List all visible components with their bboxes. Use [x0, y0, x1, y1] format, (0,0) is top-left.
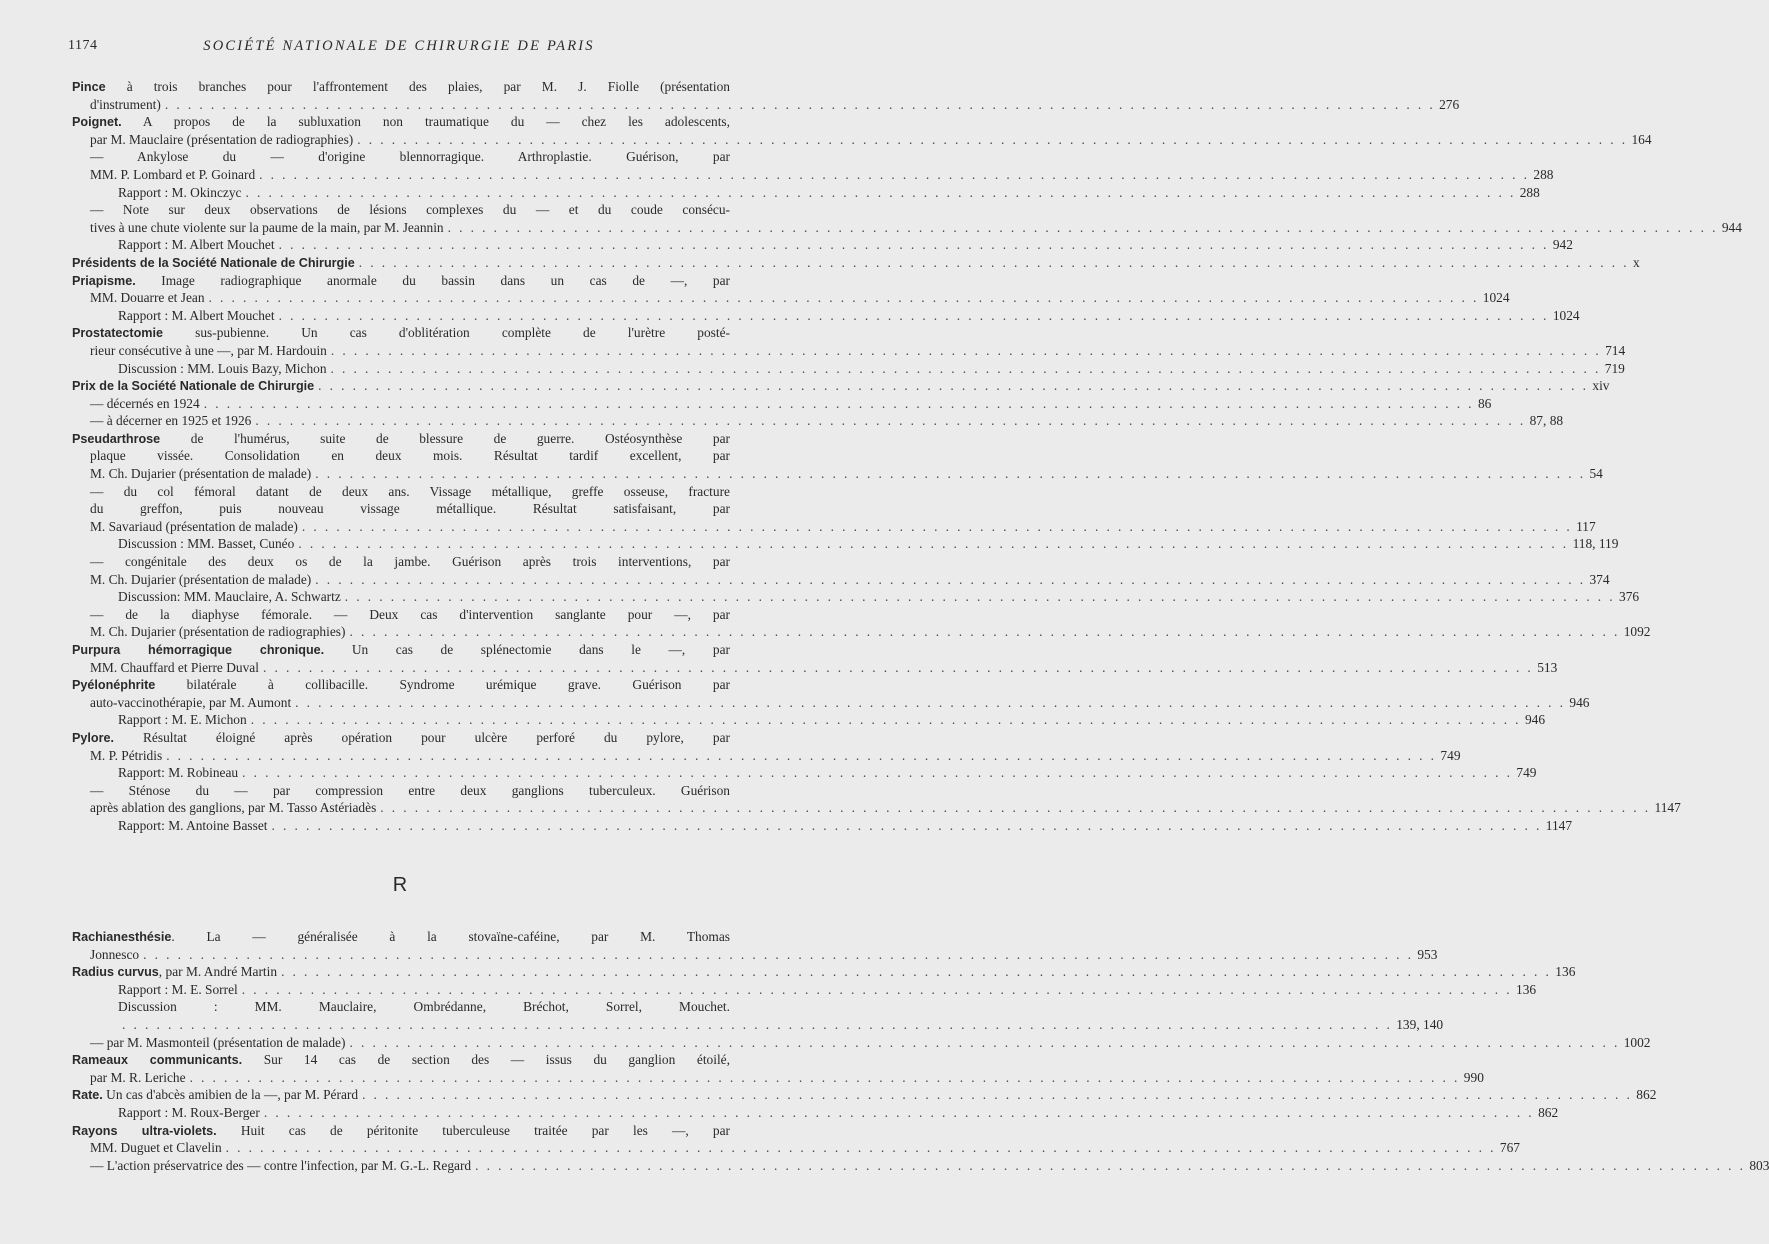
entry-body: M. Savariaud (présentation de malade) [90, 518, 298, 534]
entry-body: par M. R. Leriche [90, 1069, 186, 1085]
entry-body: après ablation des ganglions, par M. Tasso Astériadès [90, 800, 377, 816]
entry-text [90, 1034, 345, 1052]
entry-text [90, 694, 291, 712]
index-entry-line [72, 946, 1438, 964]
index-entry-line [72, 1034, 1651, 1052]
index-entry-line [72, 729, 730, 747]
page-reference: xiv [1592, 378, 1610, 394]
index-entry-line [72, 606, 730, 624]
entry-text [72, 377, 314, 395]
leader-dots [255, 412, 1525, 430]
entry-keyword: Radius curvus [72, 965, 159, 980]
entry-text [90, 799, 376, 817]
entry-body: MM. Chauffard et Pierre Duval [90, 659, 259, 675]
index-entry-line [72, 711, 1546, 729]
entry-keyword: Prostatectomie [72, 326, 163, 341]
index-section-p [72, 78, 1742, 835]
entry-body: M. Ch. Dujarier (présentation de malade) [90, 571, 312, 587]
page-reference: 288 [1533, 166, 1554, 182]
entry-body: — par M. Masmonteil (présentation de malade) [90, 1034, 346, 1050]
page-reference: x [1632, 254, 1640, 270]
index-entry-line [72, 166, 1554, 184]
page-reference: 136 [1555, 964, 1576, 980]
entry-text [90, 500, 730, 518]
entry-text [90, 782, 730, 800]
page-reference: 117 [1576, 518, 1596, 534]
entry-text [118, 711, 247, 729]
entry-text [118, 360, 327, 378]
page-reference: 862 [1538, 1104, 1559, 1120]
index-entry-line [72, 1069, 1484, 1087]
entry-body: MM. Douarre et Jean [90, 290, 205, 306]
leader-dots [475, 1157, 1745, 1175]
entry-body: Un cas de splénectomie dans le —, par [324, 642, 730, 657]
index-entry-line [72, 78, 730, 96]
index-entry-line [72, 1051, 730, 1069]
page-reference: 803 [1749, 1157, 1769, 1173]
entry-text [90, 946, 139, 964]
entry-body: Sur 14 cas de section des — issus du ganglion étoilé, [242, 1052, 730, 1068]
index-entry-line [72, 96, 1460, 114]
page-reference: 54 [1589, 466, 1603, 482]
index-entry-line [72, 307, 1580, 325]
entry-body: . La — généralisée à la stovaïne-caféine, par M. Thomas [171, 929, 730, 944]
entry-body: Rapport : M. Albert Mouchet [118, 307, 275, 323]
leader-dots [166, 747, 1436, 765]
index-entry-line [72, 430, 730, 448]
index-entry-line [72, 500, 730, 518]
index-entry-line [72, 360, 1625, 378]
index-entry-line [72, 676, 730, 694]
entry-text [90, 553, 730, 571]
index-entry-line [72, 799, 1681, 817]
leader-dots [279, 236, 1549, 254]
entry-text [72, 641, 730, 659]
entry-body: , par M. André Martin [158, 964, 278, 980]
entry-body: par M. Mauclaire (présentation de radiographies) [90, 131, 354, 147]
page-number: 1174 [68, 38, 98, 53]
entry-text [118, 307, 275, 325]
leader-dots [298, 535, 1568, 553]
running-title: SOCIÉTÉ NATIONALE DE CHIRURGIE DE PARIS [203, 38, 595, 54]
index-entry-line [72, 659, 1558, 677]
entry-body: MM. Duguet et Clavelin [90, 1140, 222, 1156]
index-section-r [72, 928, 1769, 1174]
page-reference: 1092 [1623, 624, 1651, 640]
entry-body: — du col fémoral datant de deux ans. Vissage métallique, greffe osseuse, fracture [90, 483, 730, 499]
entry-text [118, 817, 268, 835]
entry-body: plaque vissée. Consolidation en deux mois. Résultat tardif excellent, par [90, 448, 730, 464]
entry-body: de l'humérus, suite de blessure de guerre. Ostéosynthèse par [160, 430, 730, 446]
entry-text [90, 289, 205, 307]
entry-text [72, 729, 730, 747]
entry-body: Huit cas de péritonite tuberculeuse traitée par les —, par [216, 1122, 730, 1138]
entry-body: A propos de la subluxation non traumatique du — chez les adolescents, [121, 114, 730, 130]
entry-body: bilatérale à collibacille. Syndrome urémique grave. Guérison par [155, 677, 730, 693]
entry-text [72, 78, 730, 96]
leader-dots [264, 1104, 1534, 1122]
leader-dots [226, 1139, 1496, 1157]
entry-text [118, 236, 275, 254]
entry-body: rieur consécutive à une —, par M. Hardouin [90, 342, 327, 358]
page-reference: 164 [1631, 131, 1652, 147]
index-entry-line [72, 289, 1510, 307]
entry-body: Jonnesco [90, 946, 140, 962]
index-entry-line [72, 1122, 730, 1140]
entry-text [90, 623, 345, 641]
entry-text [90, 131, 353, 149]
entry-text [72, 963, 277, 981]
entry-text [90, 412, 251, 430]
page-header [68, 38, 730, 58]
index-entry-line [72, 963, 1576, 981]
entry-text [72, 324, 730, 342]
entry-text [90, 1157, 471, 1175]
entry-text [90, 659, 259, 677]
entry-keyword: Pseudarthrose [72, 431, 161, 446]
index-entry-line [72, 148, 730, 166]
index-entry-line [72, 395, 1492, 413]
index-entry-line [72, 201, 730, 219]
page-reference: 139, 140 [1396, 1016, 1444, 1032]
entry-text [118, 588, 341, 606]
index-entry-line [72, 747, 1461, 765]
entry-body: M. Ch. Dujarier (présentation de radiographies) [90, 624, 346, 640]
leader-dots [345, 588, 1615, 606]
entry-text [72, 113, 730, 131]
index-entry-line [72, 928, 730, 946]
entry-body: Rapport : M. E. Sorrel [118, 981, 238, 997]
entry-body: M. P. Pétridis [90, 747, 163, 763]
index-entry-line [72, 447, 730, 465]
entry-body: Un cas d'abcès amibien de la —, par M. Pérard [102, 1087, 359, 1103]
page-reference: 1147 [1545, 817, 1573, 833]
entry-body: auto-vaccinothérapie, par M. Aumont [90, 694, 292, 710]
leader-dots [281, 963, 1551, 981]
entry-keyword: Poignet. [72, 115, 122, 130]
index-entry-line [72, 1086, 1657, 1104]
page-reference: 719 [1604, 360, 1625, 376]
entry-body: Discussion : MM. Louis Bazy, Michon [118, 360, 327, 376]
index-entry-line [72, 694, 1590, 712]
index-entry-line [72, 817, 1573, 835]
leader-dots [242, 764, 1512, 782]
entry-body: Rapport: M. Robineau [118, 765, 239, 781]
index-entry-line [72, 782, 730, 800]
page-reference: 276 [1439, 96, 1460, 112]
page-reference: 376 [1619, 589, 1640, 605]
leader-dots [331, 342, 1601, 360]
leader-dots [359, 254, 1629, 272]
leader-dots [380, 799, 1650, 817]
page-reference: 862 [1636, 1087, 1657, 1103]
page-reference: 288 [1519, 184, 1540, 200]
leader-dots [204, 395, 1474, 413]
entry-body: d'instrument) [90, 96, 161, 112]
index-entry-line [72, 571, 1610, 589]
index-entry-line [72, 342, 1626, 360]
index-entry-line [72, 219, 1742, 237]
entry-text [72, 1051, 730, 1069]
index-entry-line [72, 553, 730, 571]
entry-body: MM. P. Lombard et P. Goinard [90, 166, 256, 182]
leader-dots [315, 465, 1585, 483]
entry-text [90, 747, 162, 765]
entry-text [90, 1069, 186, 1087]
entry-body: — à décerner en 1925 et 1926 [90, 413, 252, 429]
index-entry-line [72, 184, 1540, 202]
entry-keyword: Priapisme. [72, 273, 136, 288]
leader-dots [315, 571, 1585, 589]
page-reference: 990 [1463, 1069, 1484, 1085]
entry-keyword: Prix de la Société Nationale de Chirurgie [72, 379, 315, 394]
leader-dots [279, 307, 1549, 325]
leader-dots [362, 1086, 1632, 1104]
index-entry-line [72, 998, 730, 1016]
leader-dots [143, 946, 1413, 964]
page-reference: 944 [1721, 219, 1742, 235]
index-entry-line [72, 236, 1573, 254]
entry-text [90, 1139, 222, 1157]
page-reference: 953 [1417, 946, 1438, 962]
entry-body: — décernés en 1924 [90, 395, 200, 411]
entry-body: Résultat éloigné après opération pour ulcère perforé du pylore, par [114, 729, 730, 745]
page-reference: 946 [1569, 694, 1590, 710]
entry-body: Discussion : MM. Mauclaire, Ombrédanne, Bréchot, Sorrel, Mouchet. [118, 999, 730, 1015]
leader-dots [209, 289, 1479, 307]
entry-keyword: Rameaux communicants. [72, 1053, 243, 1068]
entry-text [90, 465, 311, 483]
entry-text [118, 981, 238, 999]
page-reference: 946 [1524, 712, 1546, 728]
page-reference: 87, 88 [1529, 413, 1564, 429]
entry-text [90, 395, 200, 413]
entry-body: Image radiographique anormale du bassin dans un cas de —, par [135, 272, 730, 288]
leader-dots [263, 659, 1533, 677]
entry-keyword: Purpura hémorragique chronique. [72, 643, 325, 657]
entry-text [90, 96, 161, 114]
entry-text [90, 148, 730, 166]
page-reference: 374 [1589, 571, 1610, 587]
leader-dots [259, 166, 1529, 184]
index-entry-line [72, 113, 730, 131]
entry-body: du greffon, puis nouveau vissage métallique. Résultat satisfaisant, par [90, 501, 730, 517]
entry-keyword: Pylore. [72, 730, 114, 745]
page-reference: 767 [1499, 1140, 1520, 1156]
entry-text [72, 430, 730, 448]
leader-dots [251, 711, 1521, 729]
index-entry-line [72, 1016, 1444, 1034]
leader-dots [349, 1034, 1619, 1052]
page-reference: 942 [1552, 237, 1573, 253]
entry-text [72, 254, 355, 272]
page-reference: 136 [1516, 981, 1537, 997]
entry-keyword: Rachianesthésie [72, 930, 172, 944]
leader-dots [295, 694, 1565, 712]
page-reference: 118, 119 [1572, 536, 1619, 552]
entry-text [90, 571, 311, 589]
entry-body: à trois branches pour l'affrontement des plaies, par M. J. Fiolle (présentation [105, 79, 730, 94]
entry-text [90, 219, 444, 237]
entry-text [72, 272, 730, 290]
leader-dots [245, 184, 1515, 202]
index-entry-line [72, 131, 1652, 149]
entry-body: — congénitale des deux os de la jambe. Guérison après trois interventions, par [90, 554, 730, 570]
index-entry-line [72, 272, 730, 290]
leader-dots [357, 131, 1627, 149]
index-entry-line [72, 465, 1603, 483]
index-entry-line [72, 641, 730, 659]
entry-text [118, 998, 730, 1016]
index-entry-line [72, 588, 1640, 606]
leader-dots [242, 981, 1512, 999]
entry-body: Rapport : M. Okinczyc [118, 184, 242, 200]
page-reference: 1002 [1623, 1034, 1651, 1050]
page-reference: 1024 [1552, 307, 1580, 323]
leader-dots [331, 360, 1601, 378]
page-reference: 513 [1537, 659, 1558, 675]
entry-keyword: Rayons ultra-violets. [72, 1123, 217, 1138]
entry-body: — Ankylose du — d'origine blennorragique. Arthroplastie. Guérison, par [90, 149, 730, 165]
entry-text [72, 1122, 730, 1140]
index-entry-line [72, 324, 730, 342]
entry-keyword: Pince [72, 80, 106, 94]
entry-text [90, 166, 255, 184]
index-entry-line [72, 254, 1640, 272]
entry-body: sus-pubienne. Un cas d'oblitération complète de l'urètre posté- [163, 325, 730, 341]
index-entry-line [72, 764, 1537, 782]
entry-body: Discussion : MM. Basset, Cunéo [118, 536, 295, 552]
leader-dots [272, 817, 1542, 835]
entry-body: tives à une chute violente sur la paume de la main, par M. Jeannin [90, 219, 444, 235]
index-entry-line [72, 1104, 1559, 1122]
entry-body: Rapport : M. E. Michon [118, 712, 247, 728]
entry-keyword: Pyélonéphrite [72, 678, 156, 693]
page-reference: 1024 [1482, 290, 1510, 306]
leader-dots [190, 1069, 1460, 1087]
index-entry-line [72, 981, 1537, 999]
entry-body: Discussion: MM. Mauclaire, A. Schwartz [118, 589, 341, 605]
entry-keyword: Rate. [72, 1088, 103, 1103]
page-reference: 749 [1440, 747, 1461, 763]
entry-body: Rapport : M. Albert Mouchet [118, 237, 275, 253]
index-entry-line [72, 518, 1596, 536]
index-entry-line [72, 483, 730, 501]
page-reference: 86 [1477, 395, 1492, 411]
entry-text [90, 518, 298, 536]
entry-text [118, 1104, 260, 1122]
entry-text [72, 676, 730, 694]
entry-body: Rapport: M. Antoine Basset [118, 817, 268, 833]
page-reference: 714 [1605, 342, 1626, 358]
leader-dots [448, 219, 1718, 237]
entry-body: Rapport : M. Roux-Berger [118, 1104, 260, 1120]
entry-body: M. Ch. Dujarier (présentation de malade) [90, 466, 312, 482]
entry-text [90, 447, 730, 465]
entry-text [118, 184, 241, 202]
section-letter: R [392, 874, 408, 896]
leader-dots [302, 518, 1572, 536]
entry-text [90, 342, 327, 360]
entry-body: — de la diaphyse fémorale. — Deux cas d'intervention sanglante pour —, par [90, 606, 730, 622]
leader-dots [122, 1016, 1392, 1034]
entry-body: — Sténose du — par compression entre deux ganglions tuberculeux. Guérison [90, 782, 730, 798]
index-entry-line [72, 377, 1610, 395]
index-entry-line [72, 535, 1619, 553]
leader-dots [318, 377, 1588, 395]
entry-body: — Note sur deux observations de lésions complexes du — et du coude consécu- [90, 202, 730, 218]
entry-keyword: Présidents de la Société Nationale de Chirurgie [72, 255, 355, 270]
entry-text [90, 483, 730, 501]
index-entry-line [72, 1139, 1520, 1157]
entry-body: — L'action préservatrice des — contre l'infection, par M. G.-L. Regard [90, 1157, 472, 1173]
index-entry-line [72, 623, 1651, 641]
entry-text [90, 201, 730, 219]
index-entry-line [72, 412, 1564, 430]
index-entry-line [72, 1157, 1769, 1175]
entry-text [90, 606, 730, 624]
entry-text [118, 535, 294, 553]
leader-dots [165, 96, 1435, 114]
leader-dots [349, 623, 1619, 641]
page-reference: 1147 [1654, 800, 1681, 816]
entry-text [72, 928, 730, 946]
entry-text [72, 1086, 358, 1104]
entry-text [118, 764, 238, 782]
page-reference: 749 [1516, 765, 1537, 781]
